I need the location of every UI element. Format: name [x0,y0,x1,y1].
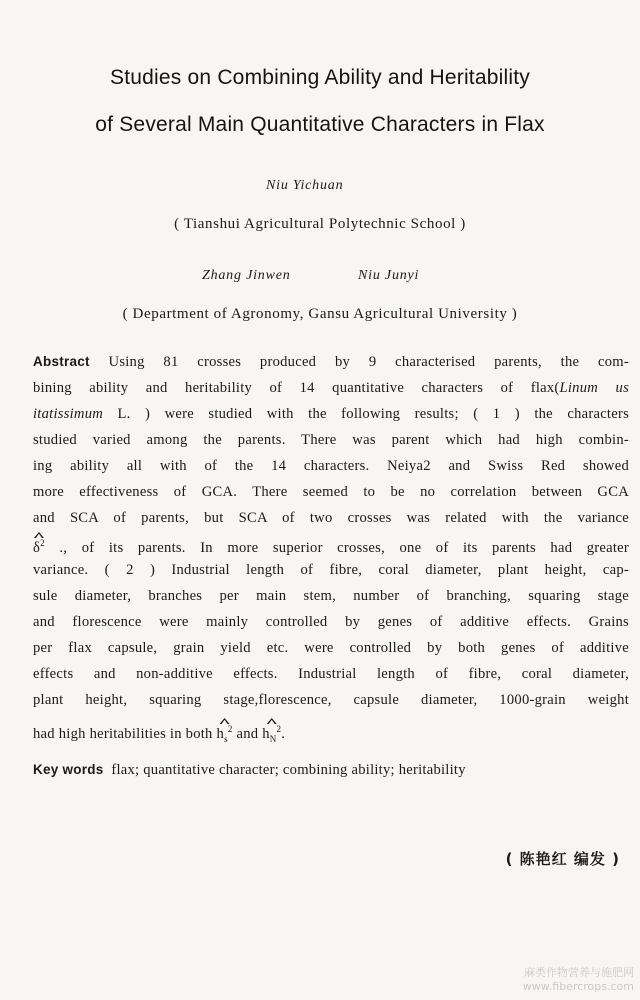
abstract-line: and florescence were mainly controlled by genes of additive effects. Grains [33,614,629,630]
keywords-label: Key words [33,762,104,777]
abstract-text: L. ) were studied with the following results; ( 1 ) the characters [103,406,629,422]
abstract-line: per flax capsule, grain yield etc. were controlled by both genes of additive [33,640,629,656]
abstract-line [33,354,629,371]
author-niu-junyi: Niu Junyi [358,268,420,283]
abstract-line [33,380,629,397]
abstract-line [33,536,629,557]
abstract-line: effects and non-additive effects. Industrial length of fibre, coral diameter, [33,666,629,682]
abstract-line: and SCA of parents, but SCA of two crosses was related with the variance [33,510,629,526]
abstract-text: ., of its parents. In more superior crosses, one of its parents had greater [44,539,629,556]
abstract-text: bining ability and heritability of 14 quantitative characters of flax( [33,380,560,396]
abstract-line: studied varied among the parents. There was parent which had high combin- [33,432,629,448]
abstract-line [33,406,629,423]
editor-note: ( 陈艳红 编发 ) [505,850,620,868]
abstract-line: variance. ( 2 ) Industrial length of fibre, coral diameter, plant height, cap- [33,562,629,578]
keywords-line [33,762,629,779]
keywords-text: flax; quantitative character; combining ability; heritability [111,762,466,778]
affiliation-gansu: ( Department of Agronomy, Gansu Agricultural University ) [122,306,518,322]
abstract-line: ing ability all with of the 14 characters. Neiya2 and Swiss Red showed [33,458,629,474]
abstract-line: more effectiveness of GCA. There seemed to be no correlation between GCA [33,484,629,500]
species-name: itatissimum [33,406,104,422]
abstract-text: Using 81 crosses produced by 9 characterised parents, the com- [108,354,629,370]
title-line-1: Studies on Combining Ability and Heritability [110,66,530,89]
species-name: Linum us [559,380,629,396]
author-zhang-jinwen: Zhang Jinwen [202,268,291,283]
abstract-line: plant height, squaring stage,florescence, capsule diameter, 1000-grain weight [33,692,629,708]
abstract-line: sule diameter, branches per main stem, number of branching, squaring stage [33,588,629,604]
delta-hat-symbol: $\delta^2$ [33,538,45,556]
author-niu-yichuan: Niu Yichuan [266,178,344,193]
affiliation-tianshui: ( Tianshui Agricultural Polytechnic School ) [174,216,466,232]
abstract-label: Abstract [33,354,90,369]
title-line-2: of Several Main Quantitative Characters in Flax [95,113,545,136]
h-n-squared-symbol: $h_N^2$ [262,724,282,744]
site-watermark: 麻类作物营养与施肥网 www.fibercrops.com [522,966,634,993]
h-s-squared-symbol: $h_s^2$ [216,724,233,744]
abstract-line: had high heritabilities in both $h_s^2$ and $h_N^2$. [33,724,286,744]
